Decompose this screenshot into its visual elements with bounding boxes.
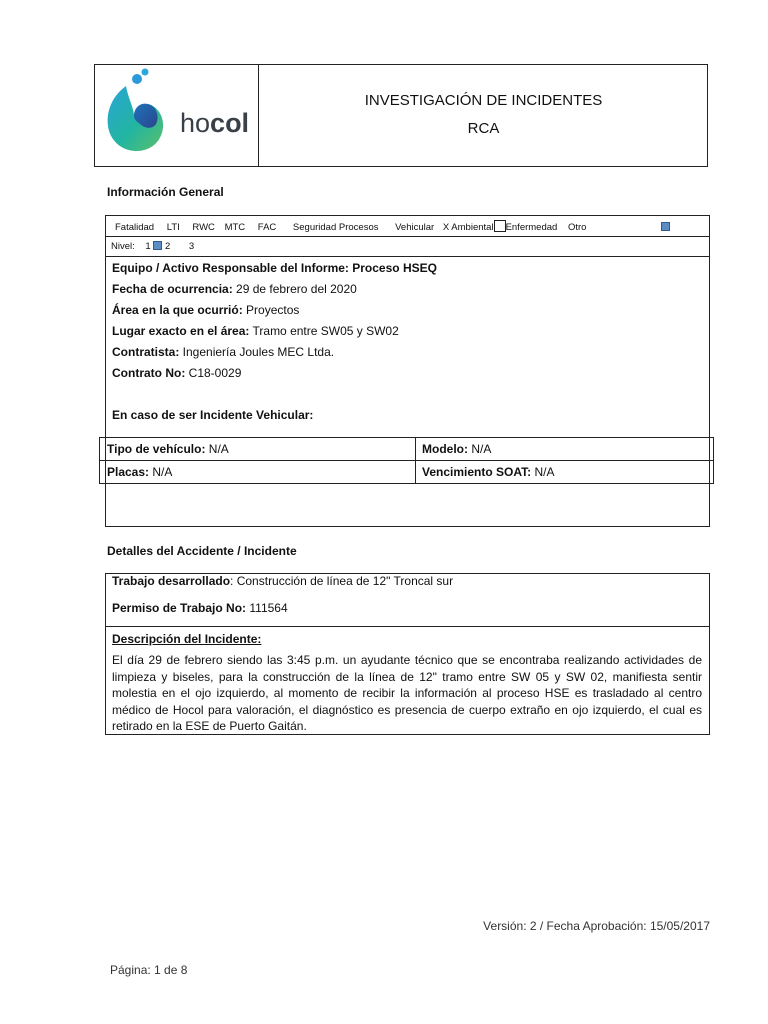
divider [105,236,710,237]
flag-fac: FAC [257,222,277,233]
flag-vehicular: Vehicular [395,222,435,233]
hocol-logo-wordmark [180,108,249,139]
checkbox-icon [494,220,506,232]
vehicular-heading: En caso de ser Incidente Vehicular: [112,408,314,422]
descripcion-text: El día 29 de febrero siendo las 3:45 p.m. un ayudante técnico que se encontraba realizando actividades de limpieza y biseles, para la construcción de la línea de 12" tramo entre SW 05 y SW 02, manifiesta sentir molestia en el ojo izquierdo, al momento de recibir la información al proceso HSE es trasladado al centro médico de Hocol para valoración, el diagnóstico es presencia de cuerpo extraño en ojo izquierdo, el cual es retirado en la ESE de Puerto Gaitán. [112,653,702,733]
placas-label: Placas: [107,465,150,479]
nivel-label: Nivel: [111,241,135,252]
general-info-heading: Información General [107,185,224,199]
details-heading: Detalles del Accidente / Incidente [107,544,297,558]
lugar-label: Lugar exacto en el área: [112,324,250,338]
lugar-value: Tramo entre SW05 y SW02 [249,324,399,338]
logo-text-bold: col [210,108,250,138]
placas-value: N/A [149,465,173,479]
general-fields [112,258,702,426]
area-value: Proyectos [242,303,300,317]
soat-label: Vencimiento SOAT: [422,465,532,479]
permiso-row [112,598,288,619]
flag-fatalidad: Fatalidad [115,222,155,233]
flag-seguridad-procesos: Seguridad Procesos [292,222,379,233]
hocol-logo-icon [104,68,166,156]
logo-cell [94,64,259,167]
tipo-label: Tipo de vehículo: [107,442,206,456]
permiso-label: Permiso de Trabajo No: [112,601,247,615]
nivel-row [111,241,194,252]
marker-square-icon [661,222,670,231]
flag-otro: Otro [567,222,587,233]
trabajo-value: : Construcción de línea de 12" Troncal sur [230,574,454,588]
flag-lti: LTI [166,222,180,233]
permiso-value: 111564 [246,601,288,615]
document-subtitle: RCA [467,120,500,137]
soat-value: N/A [531,465,555,479]
descripcion-heading [112,629,261,650]
nivel-2: 2 [164,241,171,252]
divider [415,437,416,484]
divider [99,460,714,461]
flag-mtc: MTC [224,222,246,233]
document-title: INVESTIGACIÓN DE INCIDENTES [364,92,603,109]
incident-type-flags [115,220,596,233]
trabajo-label: Trabajo desarrollado [112,574,231,588]
modelo-value: N/A [468,442,492,456]
marker-square-icon [153,241,162,250]
contratista-value: Ingeniería Joules MEC Ltda. [179,345,335,359]
tipo-vehiculo-cell [107,442,229,456]
area-label: Área en la que ocurrió: [112,303,243,317]
soat-cell [422,465,554,479]
nivel-3: 3 [188,241,195,252]
nivel-1: 1 [145,241,151,252]
flag-enfermedad: Enfermedad [505,222,558,233]
descripcion-label: Descripción del Incidente: [112,632,262,646]
page-number: Página: 1 de 8 [110,963,188,977]
placas-cell [107,465,172,479]
modelo-label: Modelo: [422,442,468,456]
divider [105,256,710,257]
version-footer: Versión: 2 / Fecha Aprobación: 15/05/2017 [483,919,710,933]
contratista-label: Contratista: [112,345,180,359]
divider [105,626,710,627]
contrato-label: Contrato No: [112,366,186,380]
modelo-cell [422,442,491,456]
contrato-value: C18-0029 [185,366,242,380]
trabajo-row [112,571,453,592]
tipo-value: N/A [205,442,229,456]
equipo-responsable: Equipo / Activo Responsable del Informe: Proceso HSEQ [112,261,437,275]
fecha-value: 29 de febrero del 2020 [232,282,357,296]
logo-text-light: ho [180,108,211,138]
flag-ambiental: X Ambiental [442,222,494,233]
flag-rwc: RWC [192,222,215,233]
fecha-label: Fecha de ocurrencia: [112,282,233,296]
